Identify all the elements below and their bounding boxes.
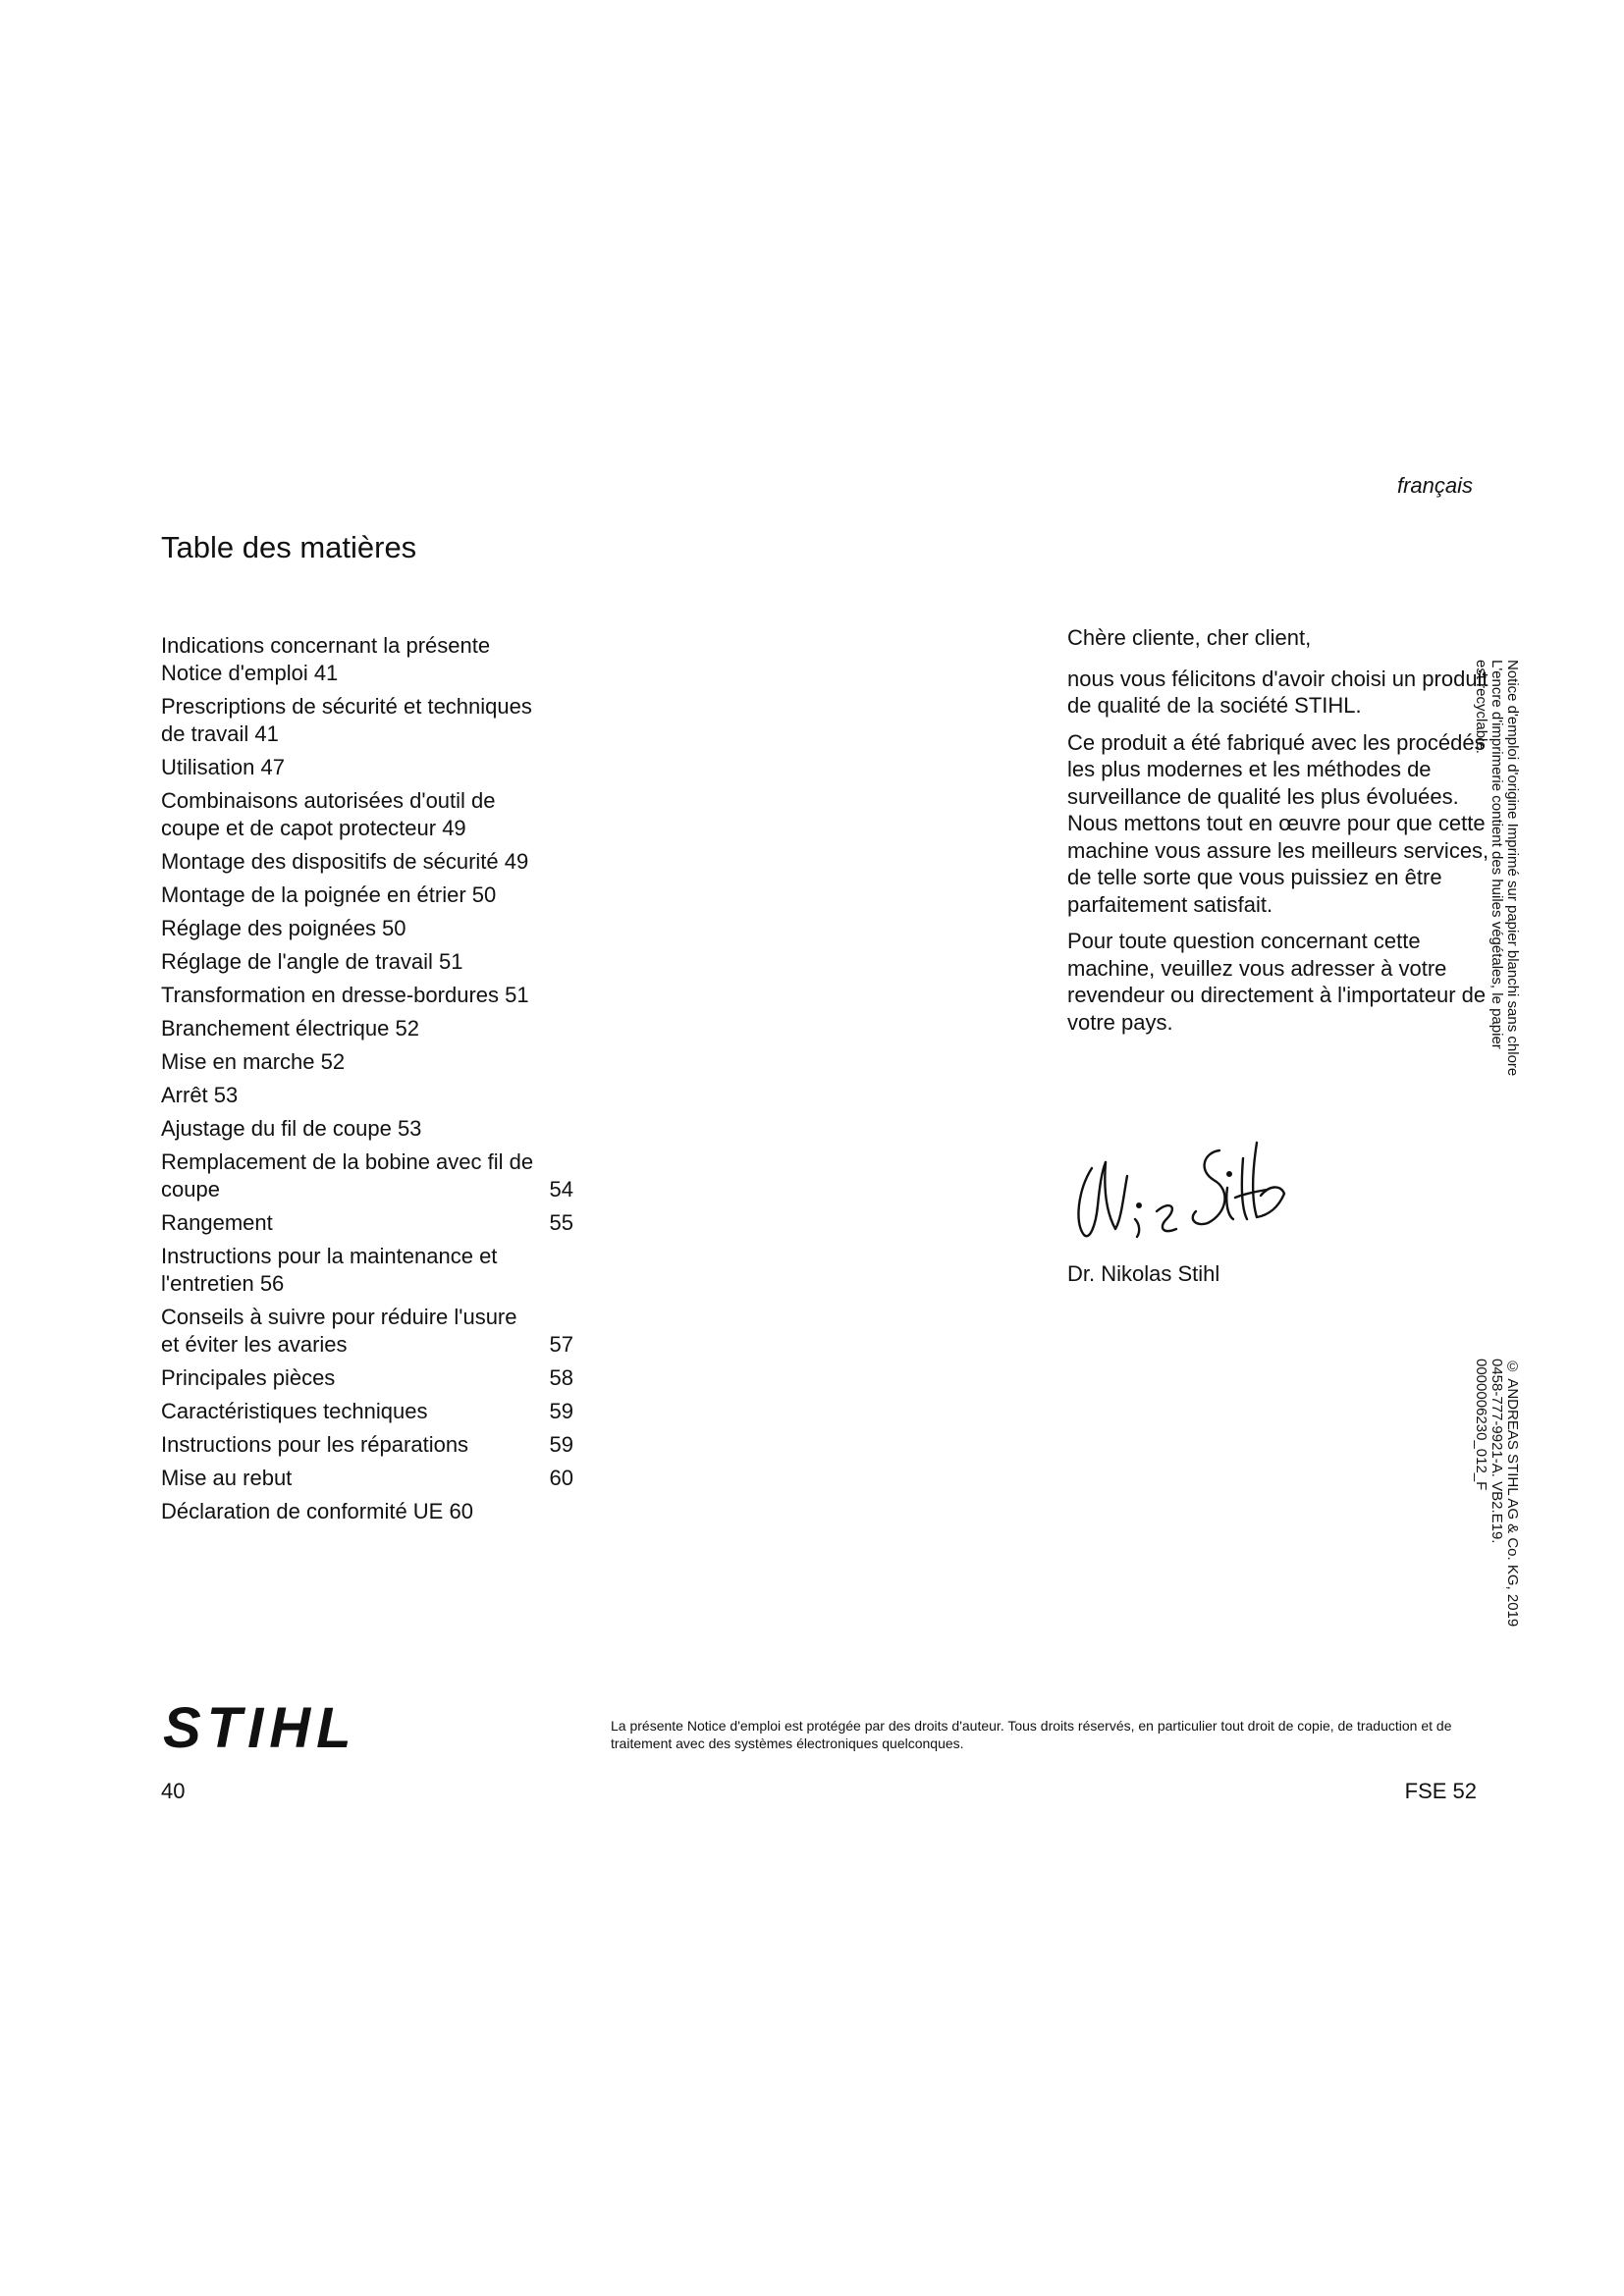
toc-item xyxy=(161,1498,573,1525)
toc-item xyxy=(161,1465,573,1492)
language-label: français xyxy=(1396,473,1473,498)
toc-item-page: 58 xyxy=(549,1365,573,1390)
toc-item xyxy=(161,1048,573,1076)
toc-item xyxy=(161,1364,573,1392)
handwritten-signature xyxy=(1060,1129,1296,1256)
toc-item-label: Conseils à suivre pour réduire l'usure et éviter les avaries xyxy=(161,1305,517,1357)
toc-item xyxy=(161,848,573,876)
welcome-letter xyxy=(1067,624,1489,1045)
toc-item-label: Mise en marche 52 xyxy=(161,1049,346,1074)
toc-item xyxy=(161,1082,573,1109)
letter-paragraph: Ce produit a été fabriqué avec les procédés les plus modernes et les méthodes de surveillance de qualité les plus évoluées. Nous mettons tout en œuvre pour que cette machine vous assure les meilleurs services, de telle sorte que vous puissiez en être parfaitement satisfait. xyxy=(1067,729,1489,917)
toc-item xyxy=(161,632,573,687)
toc-item xyxy=(161,1015,573,1042)
toc-item-label: Principales pièces xyxy=(161,1365,336,1390)
print-note: Notice d'emploi d'origine Imprimé sur papier blanchi sans chlore L'encre d'imprimerie contient des huiles végétales, le papier est recyclable. xyxy=(1473,660,1521,1077)
toc-item xyxy=(161,1243,573,1298)
toc-item-label: Instructions pour les réparations xyxy=(161,1432,469,1457)
toc-item-label: Arrêt 53 xyxy=(161,1083,239,1107)
toc-item-page: 60 xyxy=(549,1466,573,1490)
toc-item-label: Montage des dispositifs de sécurité 49 xyxy=(161,849,529,874)
signer-name: Dr. Nikolas Stihl xyxy=(1067,1261,1220,1286)
toc-item xyxy=(161,1115,573,1143)
toc-item xyxy=(161,1431,573,1459)
toc-item-page: 57 xyxy=(549,1332,573,1357)
letter-greeting: Chère cliente, cher client, xyxy=(1067,625,1312,650)
toc-item-label: Remplacement de la bobine avec fil de coupe xyxy=(161,1149,534,1201)
toc-item-label: Utilisation 47 xyxy=(161,755,285,779)
toc-item xyxy=(161,1148,573,1203)
toc-item xyxy=(161,1209,573,1237)
letter-paragraph: nous vous félicitons d'avoir choisi un produit de qualité de la société STIHL. xyxy=(1067,666,1489,718)
toc-item xyxy=(161,881,573,909)
toc-item xyxy=(161,915,573,942)
copyright-notice: La présente Notice d'emploi est protégée par des droits d'auteur. Tous droits réservés, en particulier tout droit de copie, de traduction et de traitement avec des systèmes électroniques quelconques. xyxy=(611,1718,1452,1751)
toc-item-label: Prescriptions de sécurité et techniques de travail 41 xyxy=(161,694,532,746)
toc-item-label: Combinaisons autorisées d'outil de coupe et de capot protecteur 49 xyxy=(161,788,496,840)
toc-item xyxy=(161,754,573,781)
logo-text: STIHL xyxy=(163,1696,357,1755)
toc-item xyxy=(161,948,573,976)
table-of-contents xyxy=(161,632,573,1531)
toc-item-label: Ajustage du fil de coupe 53 xyxy=(161,1116,422,1141)
toc-item-label: Branchement électrique 52 xyxy=(161,1016,419,1041)
toc-item xyxy=(161,693,573,748)
toc-item-label: Instructions pour la maintenance et l'entretien 56 xyxy=(161,1244,498,1296)
toc-item-label: Réglage des poignées 50 xyxy=(161,916,406,940)
toc-item-label: Indications concernant la présente Notice d'emploi 41 xyxy=(161,633,491,685)
toc-item-page: 54 xyxy=(549,1177,573,1201)
toc-item-label: Rangement xyxy=(161,1210,273,1235)
model-name: FSE 52 xyxy=(1404,1779,1477,1803)
toc-item-page: 59 xyxy=(549,1432,573,1457)
toc-item-label: Caractéristiques techniques xyxy=(161,1399,428,1423)
toc-item xyxy=(161,1304,573,1359)
copyright-code: © ANDREAS STIHL AG & Co. KG, 2019 0458-777-9921-A. VB2.E19. 0000006230_012_F xyxy=(1473,1359,1521,1628)
toc-item-label: Réglage de l'angle de travail 51 xyxy=(161,949,463,974)
toc-item-label: Mise au rebut xyxy=(161,1466,293,1490)
toc-item xyxy=(161,982,573,1009)
toc-item xyxy=(161,787,573,842)
toc-item-label: Transformation en dresse-bordures 51 xyxy=(161,983,529,1007)
toc-title: Table des matières xyxy=(161,530,417,564)
toc-item-label: Déclaration de conformité UE 60 xyxy=(161,1499,473,1523)
page-number: 40 xyxy=(161,1779,186,1803)
toc-item-label: Montage de la poignée en étrier 50 xyxy=(161,882,497,907)
toc-item xyxy=(161,1398,573,1425)
toc-item-page: 55 xyxy=(549,1210,573,1235)
toc-item-page: 59 xyxy=(549,1399,573,1423)
letter-paragraph: Pour toute question concernant cette machine, veuillez vous adresser à votre revendeur ou directement à l'importateur de votre pays. xyxy=(1067,929,1487,1035)
stihl-logo xyxy=(161,1696,387,1755)
